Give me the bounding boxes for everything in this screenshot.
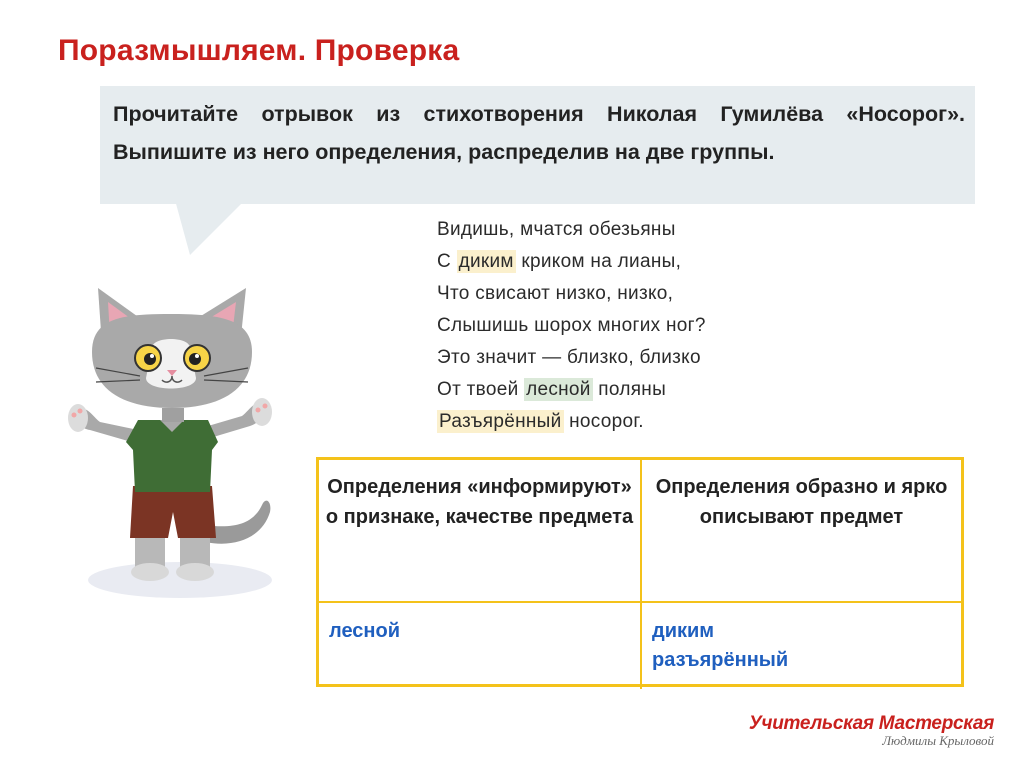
task-text: Прочитайте отрывок из стихотворения Николая Гумилёва «Носорог». Выпишите из него определения, распределив на две группы.: [113, 102, 965, 164]
logo-main-text: Учительская Мастерская: [748, 713, 994, 734]
logo-sub-text: Людмилы Крыловой: [882, 733, 994, 748]
poem-text: С: [437, 251, 457, 272]
poem-text: носорог.: [563, 411, 644, 432]
poem-line: [437, 279, 706, 311]
answer-word: диким: [652, 620, 715, 642]
cat-mascot-illustration: [40, 280, 280, 620]
poem-line: [437, 215, 706, 247]
poem-text: Это значит — близко, близко: [437, 347, 701, 368]
task-box: [100, 86, 975, 204]
answer-word: лесной: [329, 620, 401, 642]
table-header-informative: Определения «информируют» о признаке, качестве предмета: [319, 460, 641, 602]
poem-text: Что свисают низко, низко,: [437, 283, 674, 304]
poem-line: [437, 343, 706, 375]
highlighted-word-lesnoy: лесной: [526, 379, 591, 400]
table-header-figurative: Определения образно и ярко описывают предмет: [641, 460, 961, 602]
highlighted-word-dikim: диким: [458, 251, 514, 272]
poem-text: Слышишь шорох многих ног?: [437, 315, 706, 336]
answer-table: [316, 457, 964, 687]
poem-line: [437, 375, 706, 407]
poem-text: поляны: [592, 379, 667, 400]
publisher-logo: [749, 713, 994, 749]
answer-cell-figurative: [641, 602, 961, 689]
answer-cell-informative: [319, 602, 641, 689]
poem-excerpt: [437, 215, 706, 439]
poem-line: [437, 247, 706, 279]
slide-title: Поразмышляем. Проверка: [58, 34, 460, 67]
poem-line: [437, 407, 706, 439]
poem-text: От твоей: [437, 379, 525, 400]
answer-word: разъярённый: [652, 649, 789, 671]
poem-text: криком на лианы,: [515, 251, 682, 272]
poem-line: [437, 311, 706, 343]
highlighted-word-razyarenny: Разъярённый: [439, 411, 562, 432]
poem-text: Видишь, мчатся обезьяны: [437, 219, 676, 240]
